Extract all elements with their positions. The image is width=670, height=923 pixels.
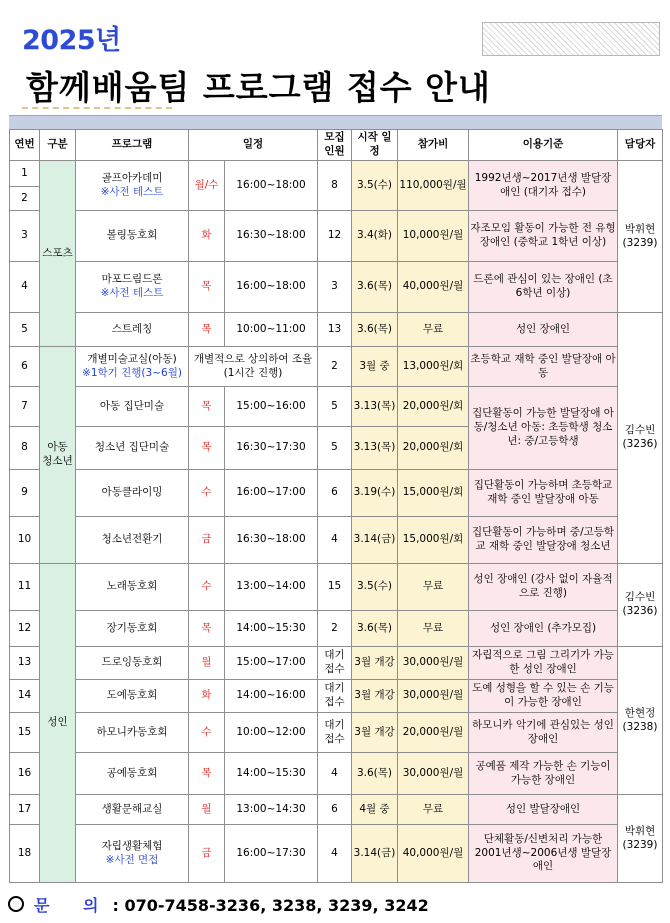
start-cell: 3.5(수) <box>352 564 398 611</box>
table-row <box>10 753 663 795</box>
header-bar <box>9 115 662 130</box>
col-program: 프로그램 <box>76 130 189 161</box>
start-cell: 3.13(목) <box>352 427 398 470</box>
contact-cell: 김수빈 (3236) <box>618 564 663 647</box>
start-cell: 3.5(수) <box>352 161 398 211</box>
capacity-cell: 대기 접수 <box>318 680 352 713</box>
program-cell: 하모니카동호회 <box>76 713 189 753</box>
day-cell: 화 <box>189 211 225 262</box>
program-cell: 도예동호회 <box>76 680 189 713</box>
category-cell: 아동 청소년 <box>40 347 76 564</box>
criteria-cell: 성인 장애인 (강사 없이 자율적으로 진행) <box>469 564 618 611</box>
table-row <box>10 795 663 825</box>
start-cell: 3.6(목) <box>352 611 398 647</box>
time-cell: 10:00~11:00 <box>225 313 318 347</box>
program-cell: 볼링동호회 <box>76 211 189 262</box>
fee-cell: 무료 <box>398 564 469 611</box>
program-cell: 장기동호회 <box>76 611 189 647</box>
capacity-cell: 대기 접수 <box>318 647 352 680</box>
day-cell: 목 <box>189 262 225 313</box>
criteria-cell: 드론에 관심이 있는 장애인 (초 6학년 이상) <box>469 262 618 313</box>
time-cell: 16:30~18:00 <box>225 211 318 262</box>
fee-cell: 30,000원/월 <box>398 753 469 795</box>
capacity-cell: 5 <box>318 427 352 470</box>
footer-label: 문 의 <box>34 896 113 915</box>
capacity-cell: 2 <box>318 611 352 647</box>
day-cell: 금 <box>189 517 225 564</box>
day-cell: 금 <box>189 825 225 883</box>
program-cell: 아동클라이밍 <box>76 470 189 517</box>
row-no: 8 <box>10 427 40 470</box>
criteria-cell: 초등학교 재학 중인 발달장애 아동 <box>469 347 618 387</box>
row-no: 4 <box>10 262 40 313</box>
capacity-cell: 12 <box>318 211 352 262</box>
row-no: 10 <box>10 517 40 564</box>
day-cell: 목 <box>189 387 225 427</box>
row-no: 16 <box>10 753 40 795</box>
table-row <box>10 611 663 647</box>
criteria-cell: 단체활동/신변처리 가능한 2001년생~2006년생 발달장애인 <box>469 825 618 883</box>
table-row <box>10 470 663 517</box>
year-heading: 2025년 <box>22 25 121 56</box>
time-cell: 16:00~17:30 <box>225 825 318 883</box>
row-no: 3 <box>10 211 40 262</box>
capacity-cell: 4 <box>318 517 352 564</box>
criteria-cell: 자립적으로 그림 그리기가 가능한 성인 장애인 <box>469 647 618 680</box>
start-cell: 3.6(목) <box>352 753 398 795</box>
criteria-cell: 공예품 제작 가능한 손 기능이 가능한 장애인 <box>469 753 618 795</box>
col-criteria: 이용기준 <box>469 130 618 161</box>
time-cell: 16:00~18:00 <box>225 161 318 211</box>
start-cell: 3.6(목) <box>352 313 398 347</box>
category-cell: 스포츠 <box>40 161 76 347</box>
table-row <box>10 161 663 187</box>
capacity-cell: 6 <box>318 795 352 825</box>
row-no: 14 <box>10 680 40 713</box>
table-row <box>10 680 663 713</box>
fee-cell: 무료 <box>398 313 469 347</box>
fee-cell: 무료 <box>398 795 469 825</box>
program-cell: 아동 집단미술 <box>76 387 189 427</box>
time-cell: 14:00~15:30 <box>225 753 318 795</box>
capacity-cell: 6 <box>318 470 352 517</box>
capacity-cell: 4 <box>318 753 352 795</box>
capacity-cell: 4 <box>318 825 352 883</box>
start-cell: 4월 중 <box>352 795 398 825</box>
time-cell: 15:00~16:00 <box>225 387 318 427</box>
criteria-cell: 1992년생~2017년생 발달장애인 (대기자 접수) <box>469 161 618 211</box>
capacity-cell: 대기 접수 <box>318 713 352 753</box>
time-cell: 16:00~18:00 <box>225 262 318 313</box>
day-cell: 목 <box>189 753 225 795</box>
fee-cell: 30,000원/월 <box>398 647 469 680</box>
table-row <box>10 387 663 427</box>
criteria-cell: 집단활동이 가능하며 중/고등학교 재학 중인 발달장애 청소년 <box>469 517 618 564</box>
start-cell: 3월 개강 <box>352 647 398 680</box>
day-cell: 월 <box>189 795 225 825</box>
time-cell: 16:30~17:30 <box>225 427 318 470</box>
row-no: 6 <box>10 347 40 387</box>
capacity-cell: 2 <box>318 347 352 387</box>
program-cell: 노래동호회 <box>76 564 189 611</box>
program-cell: 공예동호회 <box>76 753 189 795</box>
day-cell: 수 <box>189 470 225 517</box>
start-cell: 3월 중 <box>352 347 398 387</box>
start-cell: 3.19(수) <box>352 470 398 517</box>
col-schedule: 일정 <box>189 130 318 161</box>
criteria-cell: 자조모임 활동이 가능한 전 유형 장애인 (중학교 1학년 이상) <box>469 211 618 262</box>
fee-cell: 10,000원/월 <box>398 211 469 262</box>
contact-cell: 김수빈 (3236) <box>618 313 663 564</box>
table-row <box>10 211 663 262</box>
table-header-row <box>10 130 663 161</box>
row-no: 2 <box>10 187 40 211</box>
fee-cell: 15,000원/회 <box>398 517 469 564</box>
contact-cell: 박휘현 (3239) <box>618 795 663 883</box>
col-capacity: 모집 인원 <box>318 130 352 161</box>
table-row <box>10 713 663 753</box>
day-cell: 목 <box>189 611 225 647</box>
time-cell: 16:30~18:00 <box>225 517 318 564</box>
col-no: 연번 <box>10 130 40 161</box>
row-no: 17 <box>10 795 40 825</box>
col-contact: 담당자 <box>618 130 663 161</box>
page-title: 함께배움팀 프로그램 접수 안내 <box>26 68 491 107</box>
start-cell: 3월 개강 <box>352 680 398 713</box>
criteria-cell: 집단활동이 가능하며 초등학교 재학 중인 발달장애 아동 <box>469 470 618 517</box>
time-cell: 14:00~16:00 <box>225 680 318 713</box>
criteria-cell: 성인 장애인 (추가모집) <box>469 611 618 647</box>
table-row <box>10 647 663 680</box>
day-cell: 목 <box>189 427 225 470</box>
criteria-cell: 성인 장애인 <box>469 313 618 347</box>
program-cell: 골프아카데미 ※사전 테스트 <box>76 161 189 211</box>
program-cell: 자립생활체험 ※사전 면접 <box>76 825 189 883</box>
fee-cell: 30,000원/월 <box>398 680 469 713</box>
row-no: 12 <box>10 611 40 647</box>
col-start: 시작 일정 <box>352 130 398 161</box>
fee-cell: 40,000원/월 <box>398 262 469 313</box>
table-row <box>10 347 663 387</box>
capacity-cell: 15 <box>318 564 352 611</box>
criteria-cell: 하모니카 악기에 관심있는 성인 장애인 <box>469 713 618 753</box>
category-cell: 성인 <box>40 564 76 883</box>
fee-cell: 110,000원/월 <box>398 161 469 211</box>
logo-placeholder <box>482 22 660 56</box>
time-cell: 13:00~14:30 <box>225 795 318 825</box>
capacity-cell: 5 <box>318 387 352 427</box>
day-cell: 월/수 <box>189 161 225 211</box>
schedule-cell: 개별적으로 상의하여 조율 (1시간 진행) <box>189 347 318 387</box>
program-cell: 청소년 집단미술 <box>76 427 189 470</box>
fee-cell: 13,000원/회 <box>398 347 469 387</box>
row-no: 18 <box>10 825 40 883</box>
contact-cell: 한현정 (3238) <box>618 647 663 795</box>
day-cell: 수 <box>189 713 225 753</box>
program-cell: 생활문해교실 <box>76 795 189 825</box>
col-fee: 참가비 <box>398 130 469 161</box>
col-category: 구분 <box>40 130 76 161</box>
fee-cell: 40,000원/월 <box>398 825 469 883</box>
row-no: 7 <box>10 387 40 427</box>
table-row <box>10 517 663 564</box>
table-row <box>10 825 663 883</box>
footer-phone: : 070-7458-3236, 3238, 3239, 3242 <box>112 896 429 915</box>
start-cell: 3.13(목) <box>352 387 398 427</box>
capacity-cell: 13 <box>318 313 352 347</box>
start-cell: 3.14(금) <box>352 825 398 883</box>
program-cell: 드로잉동호회 <box>76 647 189 680</box>
capacity-cell: 8 <box>318 161 352 211</box>
day-cell: 월 <box>189 647 225 680</box>
contact-cell: 박휘현 (3239) <box>618 161 663 313</box>
fee-cell: 20,000원/회 <box>398 387 469 427</box>
criteria-cell: 도예 성형을 할 수 있는 손 기능이 가능한 장애인 <box>469 680 618 713</box>
table-row <box>10 313 663 347</box>
day-cell: 화 <box>189 680 225 713</box>
day-cell: 수 <box>189 564 225 611</box>
row-no: 13 <box>10 647 40 680</box>
circle-bullet-icon <box>8 896 24 912</box>
capacity-cell: 3 <box>318 262 352 313</box>
fee-cell: 15,000원/회 <box>398 470 469 517</box>
program-cell: 마포드림드론 ※사전 테스트 <box>76 262 189 313</box>
time-cell: 15:00~17:00 <box>225 647 318 680</box>
contact-footer <box>8 893 429 916</box>
criteria-cell: 집단활동이 가능한 발달장애 아동/청소년 아동: 초등학생 청소년: 중/고등학생 <box>469 387 618 470</box>
row-no: 1 <box>10 161 40 187</box>
row-no: 5 <box>10 313 40 347</box>
criteria-cell: 성인 발달장애인 <box>469 795 618 825</box>
time-cell: 13:00~14:00 <box>225 564 318 611</box>
start-cell: 3월 개강 <box>352 713 398 753</box>
title-underline <box>22 107 172 109</box>
day-cell: 목 <box>189 313 225 347</box>
start-cell: 3.14(금) <box>352 517 398 564</box>
table-row <box>10 262 663 313</box>
fee-cell: 무료 <box>398 611 469 647</box>
fee-cell: 20,000원/월 <box>398 713 469 753</box>
start-cell: 3.4(화) <box>352 211 398 262</box>
program-cell: 청소년전환기 <box>76 517 189 564</box>
table-row <box>10 564 663 611</box>
row-no: 9 <box>10 470 40 517</box>
start-cell: 3.6(목) <box>352 262 398 313</box>
row-no: 15 <box>10 713 40 753</box>
fee-cell: 20,000원/회 <box>398 427 469 470</box>
row-no: 11 <box>10 564 40 611</box>
program-table <box>9 129 663 883</box>
time-cell: 14:00~15:30 <box>225 611 318 647</box>
program-cell: 스트레칭 <box>76 313 189 347</box>
program-cell: 개별미술교실(아동) ※1학기 진행(3~6월) <box>76 347 189 387</box>
time-cell: 16:00~17:00 <box>225 470 318 517</box>
time-cell: 10:00~12:00 <box>225 713 318 753</box>
